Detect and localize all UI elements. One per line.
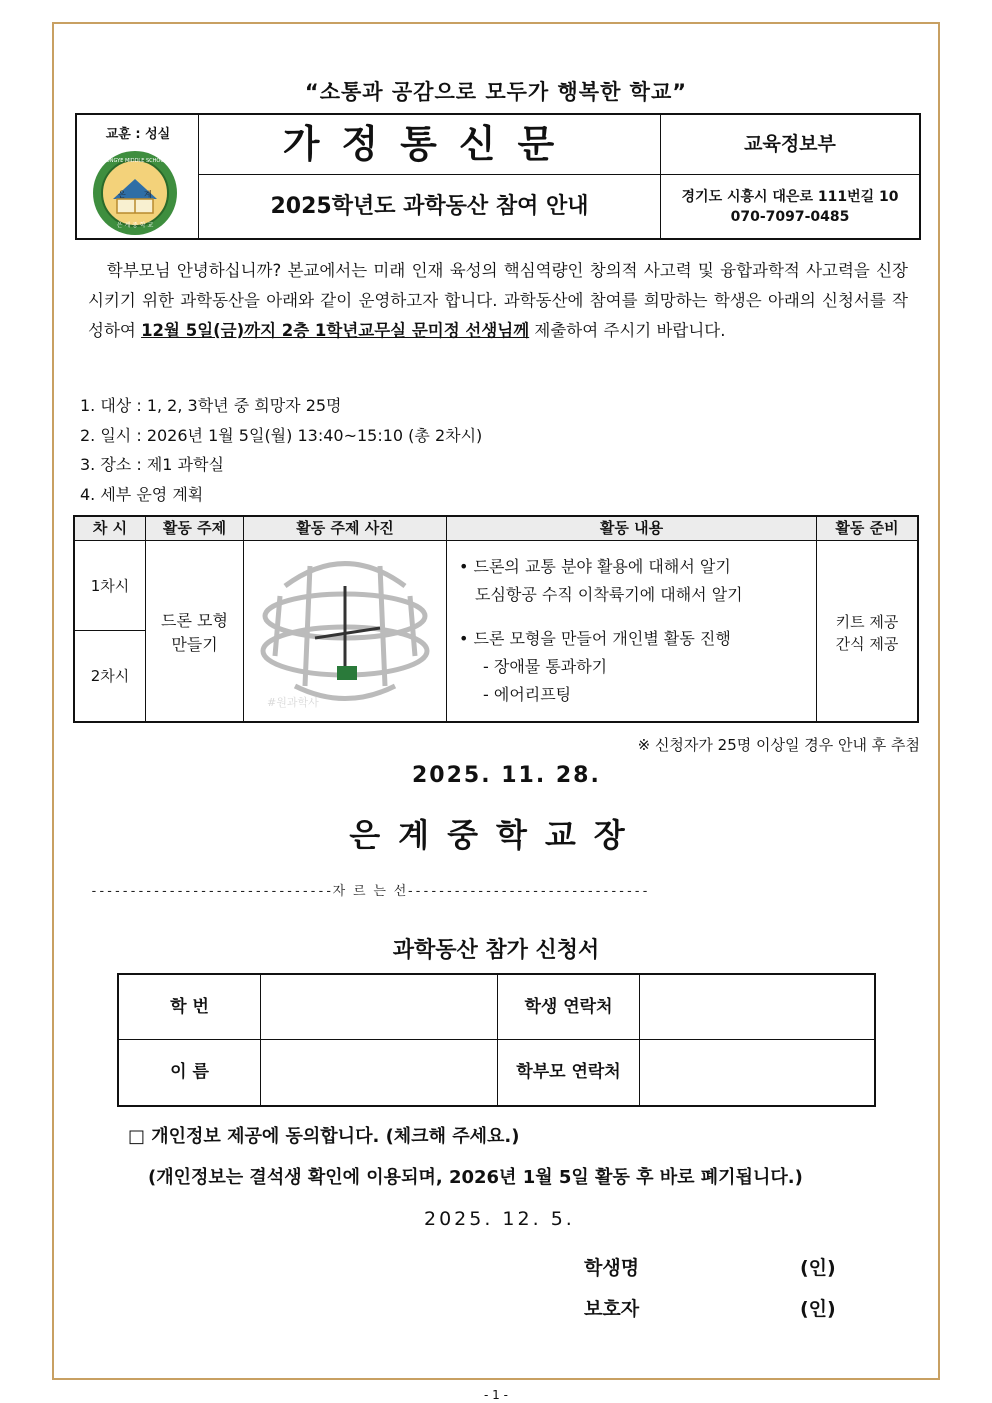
session-1: 1차시	[75, 541, 146, 631]
drone-photo	[255, 546, 435, 716]
school-motto: 교훈 : 성실	[105, 127, 171, 142]
application-form	[117, 973, 876, 1107]
motto-cell	[77, 115, 199, 238]
intro-text-end: 제출하여 주시기 바랍니다.	[529, 321, 726, 340]
topic-line: 드론 모형	[161, 611, 228, 630]
student-phone-field[interactable]	[640, 975, 874, 1040]
label-name: 이 름	[119, 1040, 261, 1105]
label-student-number: 학 번	[119, 975, 261, 1040]
letter-subtitle: 2025학년도 과학동산 참여 안내	[199, 175, 661, 238]
content-line: • 드론 모형을 만들어 개인별 활동 진행	[459, 629, 731, 648]
submit-date: 2025. 12. 5.	[424, 1208, 575, 1230]
list-item: 1. 대상 : 1, 2, 3학년 중 희망자 25명	[80, 396, 342, 415]
student-number-field[interactable]	[261, 975, 498, 1040]
school-slogan: “소통과 공감으로 모두가 행복한 학교”	[304, 80, 688, 104]
page-number: - 1 -	[484, 1388, 508, 1402]
info-list	[80, 391, 482, 509]
list-item: 3. 장소 : 제1 과학실	[80, 455, 224, 474]
consent-checkbox[interactable]: □ 개인정보 제공에 동의합니다. (체크해 주세요.)	[128, 1126, 520, 1147]
content-line: 도심항공 수직 이착륙기에 대해서 알기	[475, 585, 743, 604]
letter-header	[75, 113, 921, 240]
activity-photo	[244, 541, 447, 721]
table-header: 차 시	[75, 517, 146, 541]
content-line: - 장애물 통과하기	[483, 657, 608, 676]
department: 교육정보부	[661, 115, 919, 175]
intro-text: 학부모님 안녕하십니까? 본교에서는 미래 인재 육성의 핵심역량인 창의적 사고력 및 융합과학적 사고력을 신장시키기 위한 과학동산을 아래와 같이 운영하고자 합니다. 과학동산에 참여를 희망하는 학생은 아래의 신청서를 작성하여	[88, 261, 908, 340]
prep-line: 간식 제공	[835, 635, 899, 653]
label-student-phone: 학생 연락처	[498, 975, 640, 1040]
table-header: 활동 준비	[817, 517, 917, 541]
list-item: 2. 일시 : 2026년 1월 5일(월) 13:40~15:10 (총 2차시)	[80, 425, 483, 445]
guardian-sign-label: 보호자	[584, 1298, 640, 1320]
activity-prep	[817, 541, 917, 721]
guardian-seal: (인)	[800, 1298, 836, 1320]
school-contact	[661, 175, 919, 238]
prep-line: 키트 제공	[835, 613, 899, 631]
label-parent-phone: 학부모 연락처	[498, 1040, 640, 1105]
principal-signature: 은계중학교장	[349, 816, 643, 854]
activity-content	[447, 541, 817, 721]
issue-date: 2025. 11. 28.	[412, 763, 601, 788]
school-phone: 070-7097-0485	[730, 209, 850, 225]
table-header: 활동 내용	[447, 517, 817, 541]
activity-topic	[146, 541, 244, 721]
name-field[interactable]	[261, 1040, 498, 1105]
list-item: 4. 세부 운영 계획	[80, 484, 204, 504]
parent-phone-field[interactable]	[640, 1040, 874, 1105]
logo-top: EUNGYE MIDDLE SCHOOL	[102, 158, 168, 164]
topic-line: 만들기	[171, 635, 218, 654]
intro-paragraph	[88, 256, 908, 346]
table-header: 활동 주제	[146, 517, 244, 541]
content-line: - 에어리프팅	[483, 685, 572, 704]
student-seal: (인)	[800, 1257, 836, 1279]
school-address: 경기도 시흥시 대은로 111번길 10	[681, 189, 899, 205]
plan-table	[73, 515, 919, 723]
privacy-notice: (개인정보는 결석생 확인에 이용되며, 2026년 1월 5일 활동 후 바로 폐기됩니다.)	[148, 1167, 803, 1188]
table-header: 활동 주제 사진	[244, 517, 447, 541]
logo-bottom: 은 계 중 학 교	[116, 222, 154, 229]
logo-mid-right: 계	[144, 190, 152, 199]
form-title: 과학동산 참가 신청서	[392, 938, 600, 963]
photo-watermark: #원과학사	[267, 696, 319, 709]
deadline-text: 12월 5일(금)까지 2층 1학년교무실 문미정 선생님께	[141, 321, 530, 340]
content-line: • 드론의 교통 분야 활용에 대해서 알기	[459, 557, 731, 576]
student-sign-label: 학생명	[584, 1257, 640, 1279]
letter-title: 가정통신문	[199, 115, 661, 175]
session-2: 2차시	[75, 631, 146, 721]
lottery-note: ※ 신청자가 25명 이상일 경우 안내 후 추첨	[637, 736, 920, 754]
cut-line: -------------------------------자 르 는 선-------------------------------	[90, 884, 649, 899]
school-logo	[91, 149, 179, 237]
logo-mid-left: 은	[118, 190, 126, 199]
